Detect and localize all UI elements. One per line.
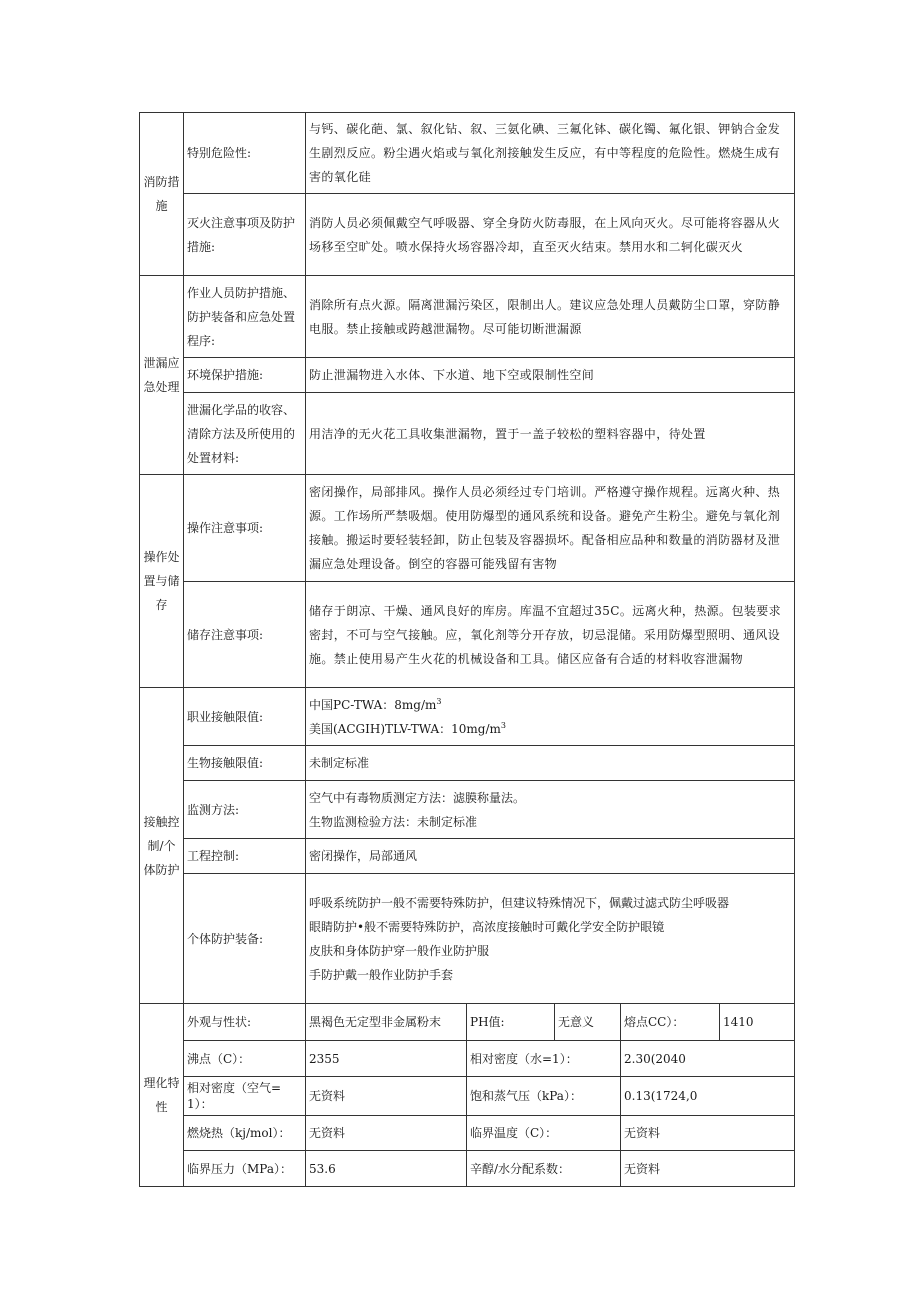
storage-label: 储存注意事项: bbox=[184, 582, 306, 688]
physchem-category-cell: 理化特性 bbox=[140, 1004, 184, 1187]
ph-value: 无意义 bbox=[555, 1004, 621, 1041]
leak-cleanup-text: 用洁净的无火花工具收集泄漏物，置于一盖子较松的塑料容器中，待处置 bbox=[306, 393, 795, 475]
oel-china-text: 中国PC-TWA：8mg/m bbox=[309, 697, 437, 712]
oel-label: 职业接触限值: bbox=[184, 688, 306, 746]
msds-table bbox=[139, 112, 795, 1187]
engineering-text: 密闭操作，局部通风 bbox=[306, 839, 795, 874]
special-hazard-label: 特别危险性: bbox=[184, 113, 306, 194]
appearance-value: 黑褐色无定型非金属粉末 bbox=[306, 1004, 467, 1041]
critical-pressure-label: 临界压力（MPa）： bbox=[184, 1151, 306, 1187]
rel-density-air-label: 相对密度（空气=1）： bbox=[184, 1077, 306, 1116]
handling-category-cell: 操作处置与储存 bbox=[140, 475, 184, 688]
ppe-values bbox=[306, 874, 795, 1004]
operation-label: 操作注意事项: bbox=[184, 475, 306, 582]
vapor-pressure-label: 饱和蒸气压（kPa）： bbox=[467, 1077, 621, 1116]
exposure-engineering-row bbox=[140, 839, 795, 874]
critical-temperature-value: 无资料 bbox=[621, 1116, 795, 1151]
oel-us-line bbox=[309, 717, 791, 741]
ppe-skin-line: 皮肤和身体防护穿一般作业防护服 bbox=[309, 943, 490, 958]
monitor-values bbox=[306, 781, 795, 839]
boiling-point-value: 2355 bbox=[306, 1041, 467, 1077]
leak-category-cell: 泄漏应急处理 bbox=[140, 276, 184, 475]
appearance-label: 外观与性状: bbox=[184, 1004, 306, 1041]
ph-label: PH值: bbox=[467, 1004, 555, 1041]
boiling-point-label: 沸点（C）： bbox=[184, 1041, 306, 1077]
handling-operation-row bbox=[140, 475, 795, 582]
physchem-row-3 bbox=[140, 1077, 795, 1116]
critical-temperature-label: 临界温度（C）： bbox=[467, 1116, 621, 1151]
bio-label: 生物接触限值: bbox=[184, 746, 306, 781]
physchem-row-5 bbox=[140, 1151, 795, 1187]
exposure-monitor-row bbox=[140, 781, 795, 839]
vapor-pressure-value: 0.13(1724,0 bbox=[621, 1077, 795, 1116]
melting-point-label: 熔点CC）： bbox=[621, 1004, 720, 1041]
octanol-water-value: 无资料 bbox=[621, 1151, 795, 1187]
oel-us-unit-superscript: 3 bbox=[500, 720, 506, 730]
leak-cleanup-label: 泄漏化学品的收容、清除方法及所使用的处置材料: bbox=[184, 393, 306, 475]
operation-text: 密闭操作，局部排风。操作人员必须经过专门培训。严格遵守操作规程。远离火种、热源。工作场所严禁吸烟。使用防爆型的通风系统和设备。避免产生粉尘。避免与氧化剂接触。搬运时要轻装轻卸，防止包装及容器损坏。配备相应品种和数量的消防器材及泄漏应急处理设备。倒空的容器可能残留有害物 bbox=[306, 475, 795, 582]
leak-personnel-row bbox=[140, 276, 795, 358]
physchem-row-4 bbox=[140, 1116, 795, 1151]
fire-extinguish-row bbox=[140, 194, 795, 276]
leak-env-label: 环境保护措施: bbox=[184, 358, 306, 393]
rel-density-water-label: 相对密度（水=1）： bbox=[467, 1041, 621, 1077]
physchem-row-1 bbox=[140, 1004, 795, 1041]
leak-personnel-label: 作业人员防护措施、防护装备和应急处置程序: bbox=[184, 276, 306, 358]
leak-cleanup-row bbox=[140, 393, 795, 475]
oel-china-line bbox=[309, 693, 791, 717]
oel-china-unit-superscript: 3 bbox=[436, 696, 442, 706]
monitor-air-line: 空气中有毒物质测定方法：滤膜称量法。 bbox=[309, 790, 526, 805]
bio-text: 未制定标准 bbox=[306, 746, 795, 781]
storage-text: 储存于朗凉、干燥、通风良好的库房。库温不宜超过35C。远离火种，热源。包装要求密封，不可与空气接触。应，氧化剂等分开存放，切忌混储。采用防爆型照明、通风设施。禁止使用易产生火花的机械设备和工具。储区应备有合适的材料收容泄漏物 bbox=[306, 582, 795, 688]
combustion-heat-value: 无资料 bbox=[306, 1116, 467, 1151]
ppe-eye-line: 眼睛防护•般不需要特殊防护，高浓度接触时可戴化学安全防护眼镜 bbox=[309, 919, 665, 934]
leak-personnel-text: 消除所有点火源。隔离泄漏污染区，限制出人。建议应急处理人员戴防尘口罩，穿防静电服。禁止接触或跨越泄漏物。尽可能切断泄漏源 bbox=[306, 276, 795, 358]
exposure-bio-row bbox=[140, 746, 795, 781]
handling-storage-row bbox=[140, 582, 795, 688]
oel-us-text: 美国(ACGIH)TLV-TWA：10mg/m bbox=[309, 721, 501, 736]
oel-values bbox=[306, 688, 795, 746]
engineering-label: 工程控制: bbox=[184, 839, 306, 874]
rel-density-water-value: 2.30(2040 bbox=[621, 1041, 795, 1077]
exposure-category-cell: 接触控制/个体防护 bbox=[140, 688, 184, 1004]
leak-env-row bbox=[140, 358, 795, 393]
rel-density-air-value: 无资料 bbox=[306, 1077, 467, 1116]
exposure-oel-row bbox=[140, 688, 795, 746]
fire-special-hazard-row bbox=[140, 113, 795, 194]
special-hazard-text: 与钙、碳化葩、氯、叙化钻、叙、三氨化碘、三氟化钵、碳化镯、氟化银、钾钠合金发生剧烈反应。粉尘遇火焰或与氧化剂接触发生反应，有中等程度的危险性。燃烧生成有害的氧化硅 bbox=[306, 113, 795, 194]
extinguish-label: 灭火注意事项及防护措施: bbox=[184, 194, 306, 276]
ppe-respiratory-line: 呼吸系统防护一般不需要特殊防护，但建议特殊情况下，佩戴过滤式防尘呼吸器 bbox=[309, 895, 730, 910]
combustion-heat-label: 燃烧热（kj/mol）： bbox=[184, 1116, 306, 1151]
extinguish-text: 消防人员必须佩戴空气呼吸器、穿全身防火防毒服，在上风向灭火。尽可能将容器从火场移至空旷处。喷水保持火场容器冷却，直至灭火结束。禁用水和二轲化碳灭火 bbox=[306, 194, 795, 276]
ppe-label: 个体防护装备: bbox=[184, 874, 306, 1004]
octanol-water-label: 辛醇/水分配系数： bbox=[467, 1151, 621, 1187]
exposure-ppe-row bbox=[140, 874, 795, 1004]
melting-point-value: 1410 bbox=[720, 1004, 795, 1041]
monitor-label: 监测方法: bbox=[184, 781, 306, 839]
physchem-row-2 bbox=[140, 1041, 795, 1077]
fire-category-cell: 消防措施 bbox=[140, 113, 184, 276]
critical-pressure-value: 53.6 bbox=[306, 1151, 467, 1187]
ppe-hand-line: 手防护戴一般作业防护手套 bbox=[309, 967, 454, 982]
monitor-bio-line: 生物监测检验方法：未制定标准 bbox=[309, 814, 478, 829]
leak-env-text: 防止泄漏物进入水体、下水道、地下空或限制性空间 bbox=[306, 358, 795, 393]
